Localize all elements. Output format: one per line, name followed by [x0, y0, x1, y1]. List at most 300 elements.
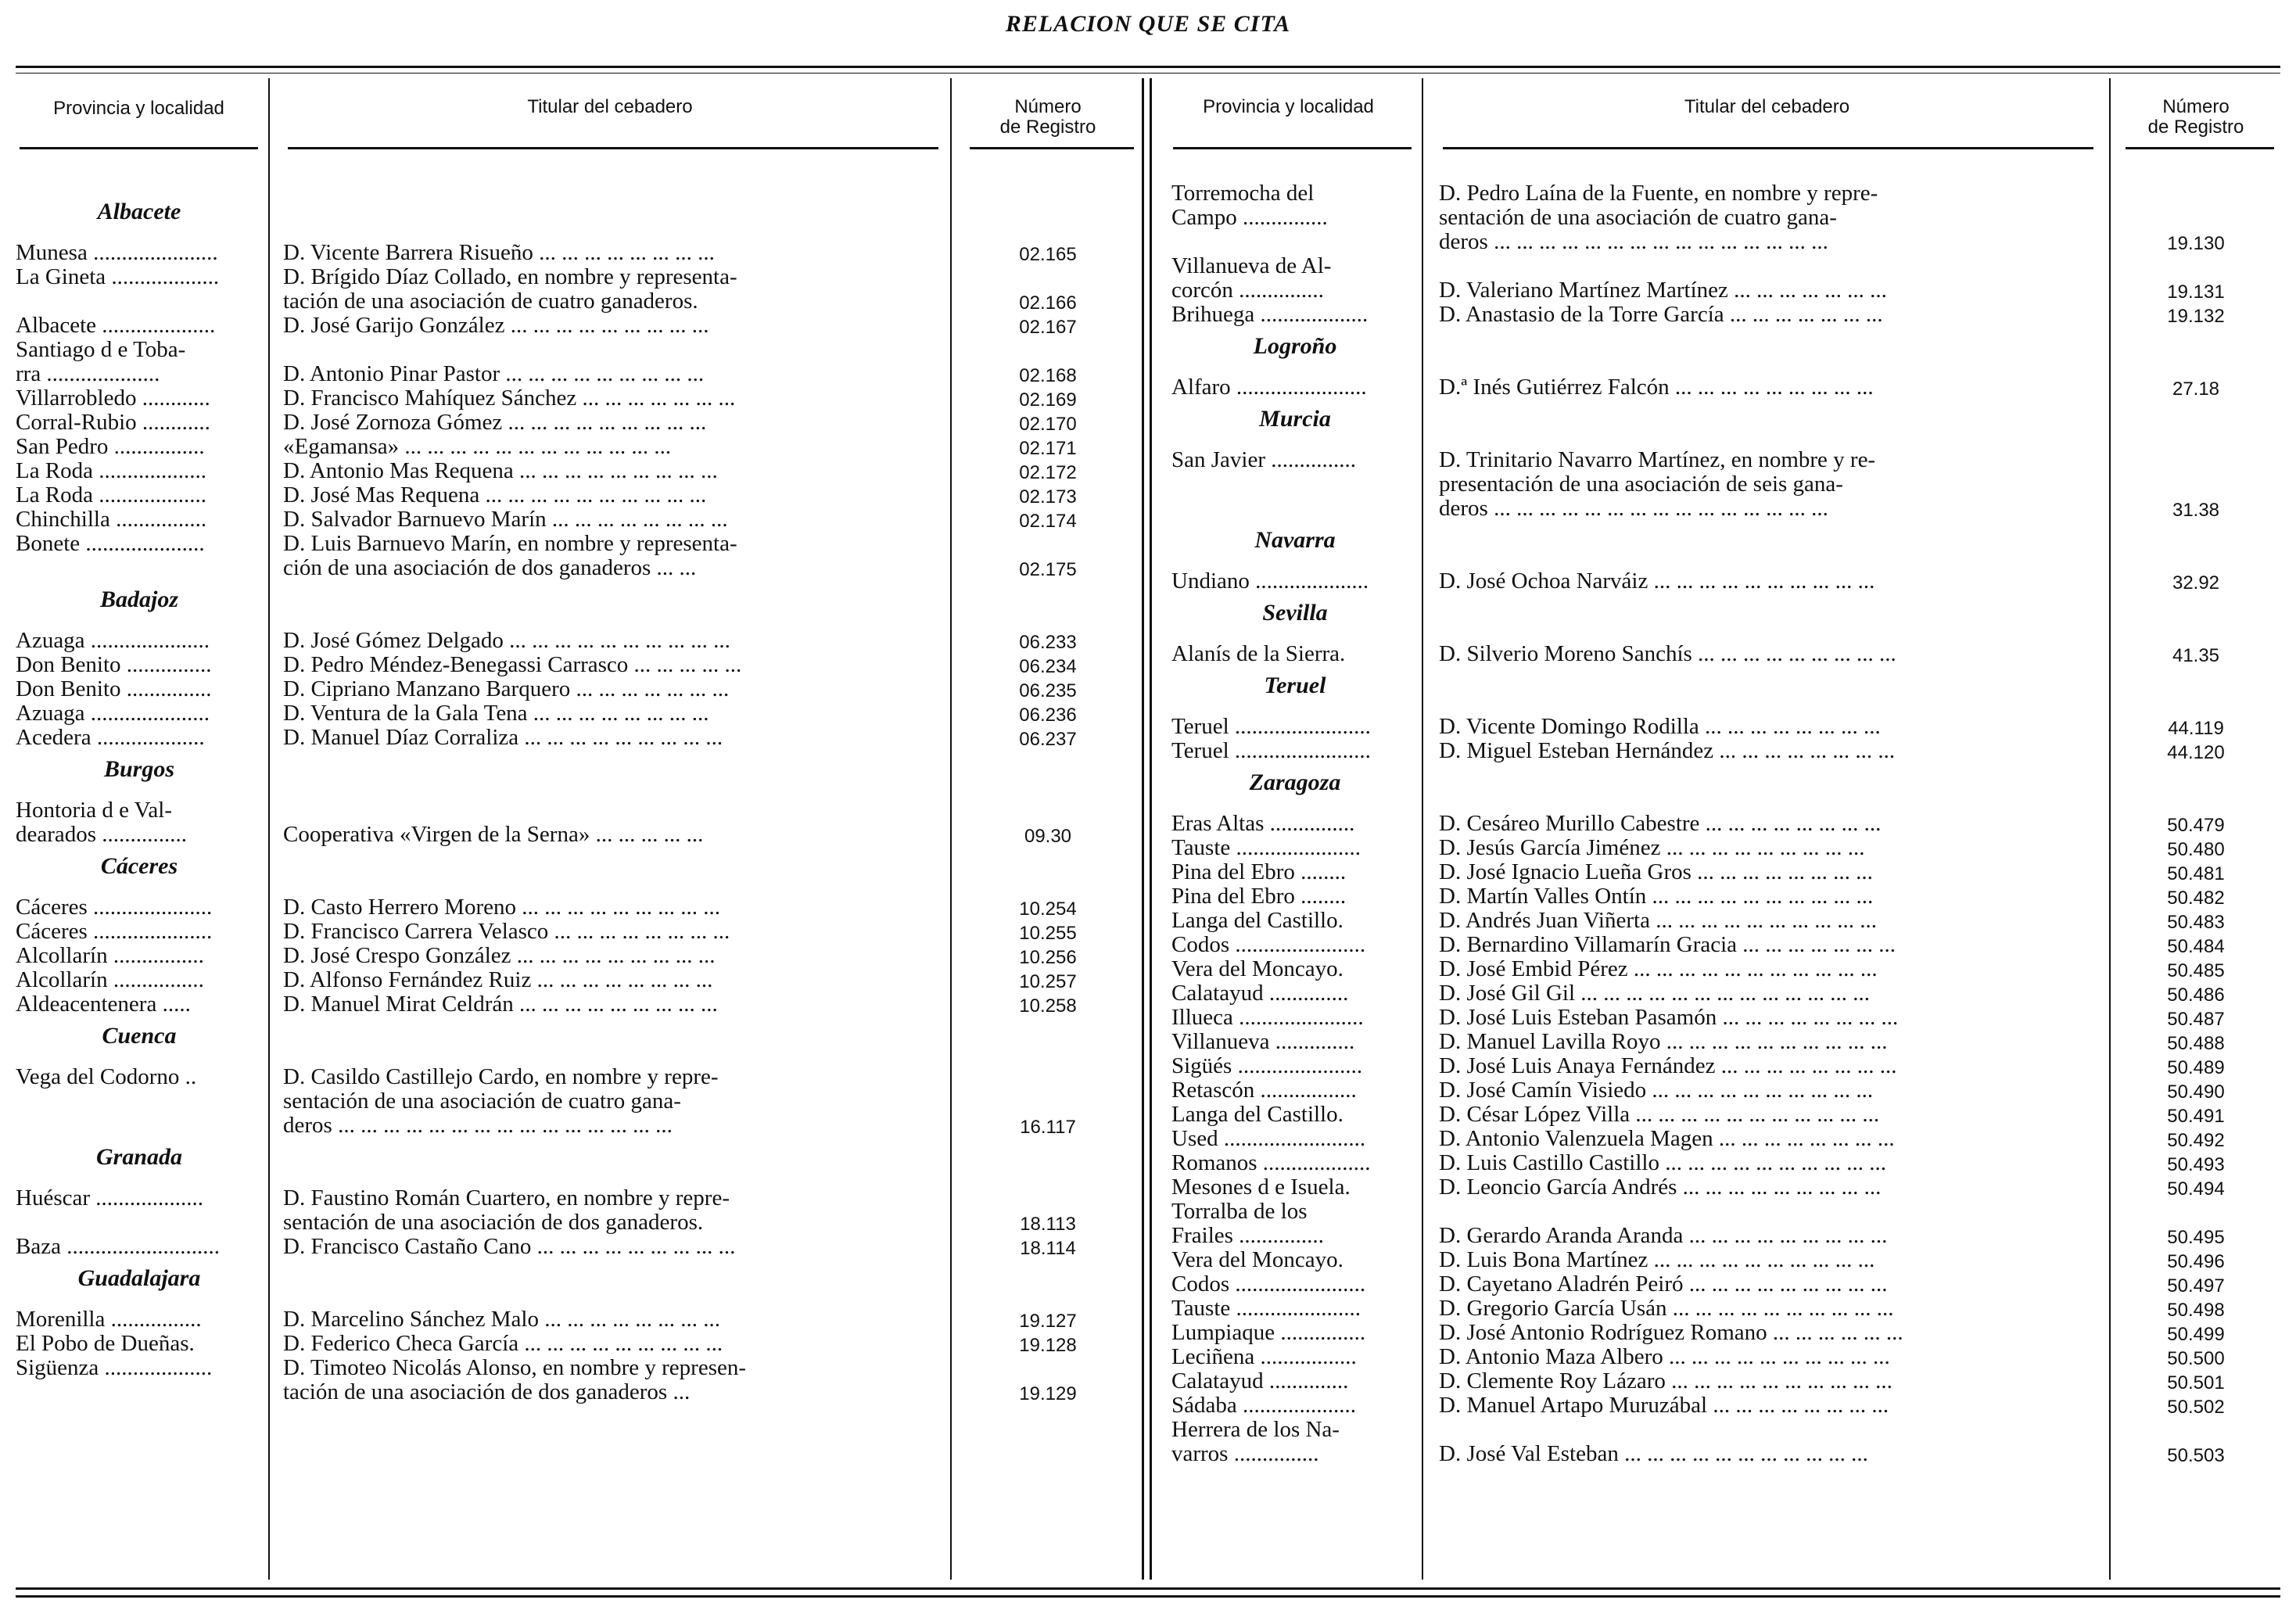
locality-line: varros ............... [1171, 1441, 1319, 1466]
titular-line: D. Clemente Roy Lázaro ... ... ... ... ... ... ... ... ... ... [1439, 1369, 1892, 1393]
titular-line: D. Brígido Díaz Collado, en nombre y representa- [283, 265, 737, 289]
row-locality [1171, 1418, 1419, 1466]
titular-line: D. Luis Bona Martínez ... ... ... ... ... ... ... ... ... ... [1439, 1248, 1875, 1272]
titular-line: sentación de una asociación de cuatro gana- [1439, 205, 1837, 230]
titular-line: D. José Val Esteban ... ... ... ... ... ... ... ... ... ... ... [1439, 1442, 1868, 1466]
titular-line: D. Manuel Artapo Muruzábal ... ... ... ... ... ... ... ... [1439, 1393, 1889, 1418]
titular-line: Cooperativa «Virgen de la Serna» ... ... ... ... ... [283, 823, 704, 847]
row-registro: 50.481 [2167, 863, 2225, 884]
row-locality [1171, 1321, 1419, 1345]
row-registro: 06.236 [1019, 705, 1077, 726]
row-registro: 19.132 [2167, 306, 2225, 327]
row-registro: 50.493 [2167, 1154, 2225, 1175]
row-titular [1439, 884, 2100, 909]
header-underline [970, 147, 1134, 149]
titular-line: D. Silverio Moreno Sanchís ... ... ... ... ... ... ... ... ... [1439, 642, 1896, 666]
header-numero-line2: de Registro [999, 117, 1096, 138]
titular-line: D. César López Villa ... ... ... ... ... ... ... ... ... ... ... [1439, 1103, 1880, 1127]
row-titular [283, 653, 940, 677]
row-registro: 02.175 [1019, 559, 1077, 580]
locality-line: Cáceres ..................... [16, 920, 213, 944]
titular-line: sentación de una asociación de dos ganaderos. [283, 1210, 704, 1235]
row-locality [16, 241, 263, 265]
titular-line: D. Manuel Mirat Celdrán ... ... ... ... ... ... ... ... ... [283, 992, 718, 1017]
row-titular [283, 1065, 940, 1138]
titular-line: D. Leoncio García Andrés ... ... ... ... ... ... ... ... ... [1439, 1175, 1882, 1200]
locality-line: El Pobo de Dueñas. [16, 1332, 195, 1356]
row-titular [1439, 1345, 2100, 1369]
row-locality [16, 653, 263, 677]
province-heading: Teruel [1264, 672, 1326, 698]
row-locality [16, 265, 263, 289]
locality-line: dearados ............... [16, 822, 188, 847]
row-titular [1439, 860, 2100, 884]
center-divider [1142, 78, 1144, 1580]
header-numero-line1: Número [2162, 96, 2230, 117]
row-titular [1439, 1175, 2100, 1200]
row-registro: 10.255 [1019, 923, 1077, 944]
row-locality [1171, 1127, 1419, 1151]
locality-line: Sigüés ...................... [1171, 1054, 1363, 1078]
titular-line: D. Vicente Domingo Rodilla ... ... ... ... ... ... ... ... [1439, 715, 1881, 739]
titular-line: D. Antonio Pinar Pastor ... ... ... ... ... ... ... ... ... [283, 362, 705, 386]
titular-line: D. Cipriano Manzano Barquero ... ... ... ... ... ... ... [283, 677, 730, 701]
row-titular [1439, 1054, 2100, 1078]
locality-line: Baza ........................... [16, 1235, 220, 1259]
titular-line: ción de una asociación de dos ganaderos ... ... [283, 555, 697, 580]
locality-line: Leciñena ................. [1171, 1345, 1357, 1369]
row-titular [283, 362, 940, 386]
locality-line: San Javier ............... [1171, 448, 1356, 472]
row-locality [16, 1307, 263, 1332]
locality-line: Don Benito ............... [16, 653, 212, 677]
row-registro: 27.18 [2172, 378, 2220, 400]
row-titular [1439, 1272, 2100, 1297]
locality-line: Torremocha del [1171, 181, 1315, 206]
row-locality [1171, 642, 1419, 666]
row-titular [1439, 1103, 2100, 1127]
row-registro: 02.173 [1019, 486, 1077, 508]
row-registro: 50.491 [2167, 1106, 2225, 1127]
titular-line: tación de una asociación de dos ganaderos ... [283, 1379, 691, 1404]
row-registro: 50.503 [2167, 1445, 2225, 1466]
row-locality [1171, 715, 1419, 739]
row-registro: 50.495 [2167, 1227, 2225, 1248]
locality-line: Calatayud .............. [1171, 981, 1349, 1006]
titular-line: D. Luis Castillo Castillo ... ... ... ... ... ... ... ... ... ... [1439, 1151, 1886, 1175]
row-titular [1439, 981, 2100, 1006]
row-titular [1439, 1127, 2100, 1151]
locality-line: Teruel ........................ [1171, 739, 1371, 763]
row-locality [16, 798, 263, 847]
row-titular [1439, 1224, 2100, 1248]
row-titular [1439, 715, 2100, 739]
titular-line: D. Casildo Castillejo Cardo, en nombre y repre- [283, 1065, 719, 1089]
row-registro: 19.129 [1019, 1383, 1077, 1404]
titular-line: D. Andrés Juan Viñerta ... ... ... ... ... ... ... ... ... ... [1439, 909, 1877, 933]
province-heading: Guadalajara [77, 1265, 201, 1291]
titular-line: D. Federico Checa García ... ... ... ... ... ... ... ... ... [283, 1332, 723, 1356]
locality-line: Vera del Moncayo. [1171, 957, 1344, 981]
header-provincia: Provincia y localidad [1203, 96, 1374, 117]
province-heading: Sevilla [1262, 600, 1328, 626]
locality-line: Cáceres ..................... [16, 895, 213, 920]
locality-line: corcón ............... [1171, 278, 1324, 303]
row-locality [16, 701, 263, 726]
row-locality [16, 944, 263, 968]
row-titular [1439, 1248, 2100, 1272]
row-titular [1439, 448, 2100, 521]
titular-line: D. Vicente Barrera Risueño ... ... ... ... ... ... ... ... [283, 241, 715, 265]
titular-line: D. Manuel Lavilla Royo ... ... ... ... ... ... ... ... ... ... [1439, 1030, 1888, 1054]
titular-line: presentación de una asociación de seis gana- [1439, 472, 1843, 497]
row-registro: 50.497 [2167, 1275, 2225, 1297]
titular-line: D. José Ignacio Lueña Gros ... ... ... ... ... ... ... ... [1439, 860, 1873, 884]
locality-line: Albacete .................... [16, 314, 216, 338]
row-titular [283, 241, 940, 265]
titular-line: D. Jesús García Jiménez ... ... ... ... ... ... ... ... ... [1439, 836, 1865, 860]
row-registro: 50.482 [2167, 888, 2225, 909]
row-locality [16, 920, 263, 944]
row-titular [283, 920, 940, 944]
row-locality [1171, 1054, 1419, 1078]
locality-line: Azuaga ..................... [16, 701, 210, 726]
row-titular [283, 386, 940, 411]
row-titular [1439, 1393, 2100, 1418]
row-locality [1171, 1103, 1419, 1127]
row-locality [1171, 1151, 1419, 1175]
row-titular [283, 823, 940, 847]
col-divider [268, 78, 270, 1580]
row-locality [16, 314, 263, 338]
titular-line: D. Valeriano Martínez Martínez ... ... ... ... ... ... ... [1439, 278, 1887, 303]
row-registro: 32.92 [2172, 572, 2220, 594]
titular-line: D. Antonio Valenzuela Magen ... ... ... ... ... ... ... ... [1439, 1127, 1895, 1151]
row-locality [16, 1332, 263, 1356]
row-registro: 50.499 [2167, 1324, 2225, 1345]
row-registro: 06.234 [1019, 656, 1077, 677]
locality-line: Corral-Rubio ............ [16, 411, 210, 435]
locality-line: Huéscar ................... [16, 1186, 204, 1210]
row-locality [1171, 569, 1419, 594]
titular-line: D. Antonio Maza Albero ... ... ... ... ... ... ... ... ... ... [1439, 1345, 1890, 1369]
row-titular [283, 483, 940, 508]
titular-line: D. Timoteo Nicolás Alonso, en nombre y represen- [283, 1356, 747, 1380]
row-titular [283, 944, 940, 968]
row-titular [1439, 739, 2100, 763]
locality-line: Aldeacentenera ..... [16, 992, 191, 1017]
locality-line: Used ......................... [1171, 1127, 1366, 1151]
locality-line: Sigüenza ................... [16, 1356, 213, 1380]
locality-line: Lumpiaque ............... [1171, 1321, 1366, 1345]
locality-line: Alfaro ....................... [1171, 375, 1367, 400]
row-titular [283, 1186, 940, 1235]
row-registro: 50.486 [2167, 985, 2225, 1006]
row-locality [1171, 812, 1419, 836]
row-titular [1439, 933, 2100, 957]
row-registro: 50.480 [2167, 839, 2225, 860]
titular-line: D. José Garijo González ... ... ... ... ... ... ... ... ... [283, 314, 709, 338]
titular-line: D. José Crespo González ... ... ... ... ... ... ... ... ... [283, 944, 716, 968]
province-heading: Albacete [97, 199, 181, 224]
locality-line: San Pedro ................ [16, 435, 205, 459]
header-underline [2126, 147, 2274, 149]
locality-line: Brihuega ................... [1171, 303, 1369, 327]
row-locality [1171, 909, 1419, 933]
row-registro: 50.484 [2167, 936, 2225, 957]
row-registro: 19.131 [2167, 282, 2225, 303]
row-locality [16, 459, 263, 483]
titular-line: D.ª Inés Gutiérrez Falcón ... ... ... ... ... ... ... ... ... [1439, 375, 1874, 400]
row-registro: 02.169 [1019, 389, 1077, 411]
row-registro: 50.496 [2167, 1251, 2225, 1272]
row-registro: 44.119 [2168, 718, 2224, 739]
row-titular [1439, 1030, 2100, 1054]
province-heading: Zaragoza [1249, 769, 1341, 795]
titular-line: «Egamansa» ... ... ... ... ... ... ... ... ... ... ... ... [283, 435, 672, 459]
header-numero [954, 97, 1142, 138]
locality-line: Campo ............... [1171, 205, 1328, 230]
titular-line: D. Ventura de la Gala Tena ... ... ... ... ... ... ... ... [283, 701, 709, 726]
row-locality [16, 677, 263, 701]
row-registro: 18.114 [1020, 1238, 1076, 1259]
titular-line: D. Martín Valles Ontín ... ... ... ... ... ... ... ... ... ... [1439, 884, 1874, 909]
row-titular [1439, 181, 2100, 254]
row-titular [283, 265, 940, 314]
row-titular [283, 968, 940, 992]
row-registro: 50.489 [2167, 1057, 2225, 1078]
row-titular [1439, 1321, 2100, 1345]
locality-line: Eras Altas ............... [1171, 812, 1355, 836]
titular-line: D. Gregorio García Usán ... ... ... ... ... ... ... ... ... ... [1439, 1297, 1894, 1321]
titular-line: D. Francisco Carrera Velasco ... ... ... ... ... ... ... ... [283, 920, 730, 944]
locality-line: Bonete ..................... [16, 532, 205, 556]
locality-line: Mesones d e Isuela. [1171, 1175, 1351, 1200]
locality-line: Munesa ...................... [16, 241, 218, 265]
province-heading: Burgos [103, 756, 175, 782]
titular-line: deros ... ... ... ... ... ... ... ... ... ... ... ... ... ... ... [283, 1113, 673, 1138]
titular-line: D. José Gil Gil ... ... ... ... ... ... ... ... ... ... ... ... ... [1439, 981, 1870, 1006]
row-locality [1171, 933, 1419, 957]
titular-line: D. Bernardino Villamarín Gracia ... ... ... ... ... ... ... [1439, 933, 1896, 957]
row-locality [16, 992, 263, 1017]
titular-line: D. Francisco Mahíquez Sánchez ... ... ... ... ... ... ... [283, 386, 736, 411]
titular-line: D. Salvador Barnuevo Marín ... ... ... ... ... ... ... ... [283, 508, 728, 532]
titular-line: D. José Ochoa Narváiz ... ... ... ... ... ... ... ... ... ... [1439, 569, 1875, 594]
row-registro: 16.117 [1020, 1117, 1076, 1138]
titular-line: D. Casto Herrero Moreno ... ... ... ... ... ... ... ... ... [283, 895, 720, 920]
row-registro: 50.479 [2167, 815, 2225, 836]
titular-line: D. José Antonio Rodríguez Romano ... ... ... ... ... ... [1439, 1321, 1903, 1345]
row-locality [1171, 1006, 1419, 1030]
row-registro: 02.171 [1019, 438, 1077, 459]
row-registro: 50.485 [2167, 960, 2225, 981]
locality-line: Codos ....................... [1171, 933, 1366, 957]
row-titular [283, 1307, 940, 1332]
row-locality [16, 1186, 263, 1210]
row-locality [1171, 836, 1419, 860]
row-locality [16, 629, 263, 653]
locality-line: Santiago d e Toba- [16, 338, 186, 362]
row-registro: 09.30 [1024, 826, 1072, 847]
row-titular [1439, 1078, 2100, 1103]
titular-line: D. José Camín Visiedo ... ... ... ... ... ... ... ... ... ... [1439, 1078, 1874, 1103]
row-locality [1171, 1369, 1419, 1393]
row-registro: 02.174 [1019, 511, 1077, 532]
row-registro: 02.167 [1019, 317, 1077, 338]
locality-line: Langa del Castillo. [1171, 1103, 1344, 1127]
province-heading: Navarra [1254, 527, 1336, 553]
titular-line: D. Pedro Laína de la Fuente, en nombre y repre- [1439, 181, 1878, 206]
header-underline [288, 147, 938, 149]
row-registro: 02.170 [1019, 414, 1077, 435]
titular-line: D. Pedro Méndez-Benegassi Carrasco ... ... ... ... ... [283, 653, 742, 677]
header-underline [1173, 147, 1412, 149]
province-heading: Cáceres [100, 853, 178, 879]
row-registro: 10.256 [1019, 947, 1077, 968]
row-locality [1171, 448, 1419, 472]
col-divider [1422, 78, 1423, 1580]
titular-line: D. José Zornoza Gómez ... ... ... ... ... ... ... ... ... [283, 411, 707, 435]
locality-line: Teruel ........................ [1171, 715, 1371, 739]
center-divider [1150, 78, 1152, 1580]
titular-line: D. Alfonso Fernández Ruiz ... ... ... ... ... ... ... ... [283, 968, 713, 992]
titular-line: D. Miguel Esteban Hernández ... ... ... ... ... ... ... ... [1439, 739, 1896, 763]
row-registro: 19.128 [1019, 1335, 1077, 1356]
top-rule [16, 66, 2280, 68]
row-titular [1439, 1297, 2100, 1321]
row-registro: 50.488 [2167, 1033, 2225, 1054]
titular-line: D. Francisco Castaño Cano ... ... ... ... ... ... ... ... ... [283, 1235, 736, 1259]
row-titular [1439, 375, 2100, 400]
locality-line: Codos ....................... [1171, 1272, 1366, 1297]
titular-line: D. Manuel Díaz Corraliza ... ... ... ... ... ... ... ... ... [283, 726, 723, 750]
titular-line: D. José Luis Anaya Fernández ... ... ... ... ... ... ... ... [1439, 1054, 1897, 1078]
locality-line: Vera del Moncayo. [1171, 1248, 1344, 1272]
row-locality [1171, 1297, 1419, 1321]
locality-line: Herrera de los Na- [1171, 1418, 1340, 1442]
col-divider [950, 78, 952, 1580]
row-locality [1171, 1175, 1419, 1200]
row-registro: 19.130 [2167, 233, 2225, 254]
bottom-rule [16, 1587, 2280, 1590]
row-locality [1171, 1393, 1419, 1418]
page-title: RELACION QUE SE CITA [1005, 11, 1291, 37]
row-locality [16, 508, 263, 532]
locality-line: Illueca ...................... [1171, 1006, 1364, 1030]
row-locality [16, 435, 263, 459]
locality-line: La Roda ................... [16, 459, 207, 483]
row-registro: 50.501 [2167, 1372, 2225, 1393]
row-locality [1171, 303, 1419, 327]
row-registro: 50.490 [2167, 1081, 2225, 1103]
row-registro: 31.38 [2172, 500, 2220, 521]
row-titular [283, 532, 940, 580]
row-registro: 44.120 [2167, 742, 2225, 763]
province-heading: Logroño [1253, 333, 1337, 359]
row-locality [16, 338, 263, 386]
row-titular [1439, 569, 2100, 594]
titular-line: D. Cayetano Aladrén Peiró ... ... ... ... ... ... ... ... ... [1439, 1272, 1888, 1297]
row-locality [16, 1356, 263, 1380]
row-titular [1439, 836, 2100, 860]
locality-line: Morenilla ................ [16, 1307, 202, 1332]
locality-line: Alcollarín ................ [16, 968, 204, 992]
row-titular [1439, 957, 2100, 981]
locality-line: Pina del Ebro ........ [1171, 884, 1347, 909]
row-registro: 19.127 [1019, 1311, 1077, 1332]
titular-line: D. Antonio Mas Requena ... ... ... ... ... ... ... ... ... [283, 459, 718, 483]
bottom-rule-thin [16, 1595, 2280, 1598]
locality-line: Hontoria d e Val- [16, 798, 172, 823]
row-registro: 06.237 [1019, 729, 1077, 750]
locality-line: Tauste ...................... [1171, 1297, 1361, 1321]
locality-line: Langa del Castillo. [1171, 909, 1344, 933]
locality-line: La Gineta ................... [16, 265, 220, 289]
col-divider [2109, 78, 2111, 1580]
row-registro: 18.113 [1020, 1214, 1076, 1235]
row-locality [16, 483, 263, 508]
row-registro: 02.166 [1019, 292, 1077, 314]
row-locality [16, 532, 263, 556]
row-registro: 41.35 [2172, 645, 2220, 666]
locality-line: Vega del Codorno .. [16, 1065, 197, 1089]
row-registro: 10.254 [1019, 898, 1077, 920]
row-titular [1439, 1006, 2100, 1030]
row-registro: 10.258 [1019, 995, 1077, 1017]
locality-line: La Roda ................... [16, 483, 207, 508]
row-registro: 02.172 [1019, 462, 1077, 483]
titular-line: D. José Embid Pérez ... ... ... ... ... ... ... ... ... ... ... [1439, 957, 1878, 981]
province-heading: Badajoz [99, 586, 179, 612]
row-locality [1171, 1248, 1419, 1272]
header-numero [2111, 97, 2280, 138]
row-titular [1439, 1369, 2100, 1393]
row-titular [283, 508, 940, 532]
locality-line: Alanís de la Sierra. [1171, 642, 1346, 666]
locality-line: rra .................... [16, 361, 160, 386]
row-locality [1171, 860, 1419, 884]
titular-line: deros ... ... ... ... ... ... ... ... ... ... ... ... ... ... ... [1439, 496, 1828, 521]
row-locality [1171, 1272, 1419, 1297]
row-registro: 06.233 [1019, 632, 1077, 653]
row-titular [283, 726, 940, 750]
row-locality [16, 726, 263, 750]
row-locality [16, 968, 263, 992]
locality-line: Tauste ...................... [1171, 836, 1361, 860]
row-titular [1439, 909, 2100, 933]
row-locality [1171, 254, 1419, 303]
row-registro: 02.165 [1019, 244, 1077, 265]
locality-line: Villanueva .............. [1171, 1030, 1355, 1054]
row-registro: 10.257 [1019, 971, 1077, 992]
row-registro: 06.235 [1019, 680, 1077, 701]
province-heading: Granada [95, 1144, 183, 1170]
province-heading: Cuenca [102, 1023, 177, 1049]
row-locality [16, 411, 263, 435]
header-titular: Titular del cebadero [527, 96, 693, 117]
titular-line: D. Trinitario Navarro Martínez, en nombre y re- [1439, 448, 1876, 472]
row-titular [1439, 303, 2100, 327]
row-titular [283, 1356, 940, 1404]
row-titular [283, 629, 940, 653]
header-numero-line2: de Registro [2147, 117, 2244, 138]
header-provincia: Provincia y localidad [53, 98, 224, 119]
titular-line: D. José Luis Esteban Pasamón ... ... ... ... ... ... ... ... [1439, 1006, 1899, 1030]
row-locality [16, 1065, 263, 1089]
row-titular [283, 677, 940, 701]
titular-line: tación de una asociación de cuatro ganaderos. [283, 289, 698, 314]
